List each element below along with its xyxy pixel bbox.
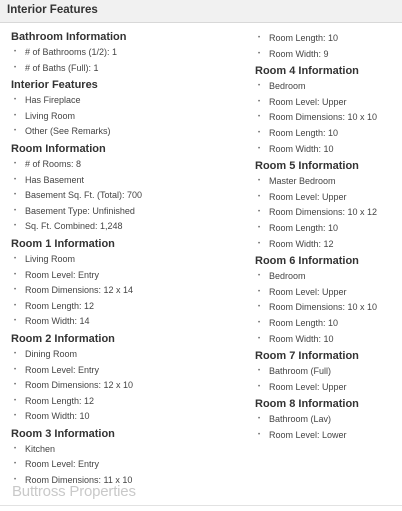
list-item: • Room Dimensions: 12 x 14	[11, 283, 246, 299]
list-item: • Room Width: 12	[255, 237, 400, 253]
list-item: • Room Level: Upper	[255, 285, 400, 301]
room-1-information-section	[11, 237, 246, 330]
right-column	[255, 31, 400, 445]
list-item: • Bedroom	[255, 79, 400, 95]
list-item: • Room Level: Entry	[11, 457, 246, 473]
bathroom-information-section	[11, 30, 246, 76]
list-item: • Room Length: 10	[255, 126, 400, 142]
list-item: • Room Length: 12	[11, 394, 246, 410]
room-information-section	[11, 142, 246, 235]
section-title: Room 7 Information	[255, 350, 359, 363]
feature-list	[255, 79, 400, 157]
room-8-information-section	[255, 397, 400, 443]
list-item: • Room Length: 10	[255, 221, 400, 237]
feature-list	[11, 93, 246, 140]
list-item: • Room Dimensions: 12 x 10	[11, 378, 246, 394]
list-item: • Bathroom (Full)	[255, 364, 400, 380]
list-item: • Bedroom	[255, 269, 400, 285]
room-2-information-section	[11, 332, 246, 425]
list-item: • Living Room	[11, 252, 246, 268]
list-item: • Master Bedroom	[255, 174, 400, 190]
list-item: • Room Dimensions: 10 x 12	[255, 205, 400, 221]
list-item: • Other (See Remarks)	[11, 124, 246, 140]
list-item: • Room Width: 10	[255, 332, 400, 348]
list-item: • Bathroom (Lav)	[255, 412, 400, 428]
list-item: • Room Width: 10	[255, 142, 400, 158]
section-header	[0, 0, 402, 23]
list-item: • Room Length: 10	[255, 316, 400, 332]
section-title: Interior Features	[11, 79, 98, 92]
list-item: • Room Level: Lower	[255, 428, 400, 444]
list-item: • Room Level: Entry	[11, 363, 246, 379]
divider	[0, 505, 402, 506]
list-item: • Room Width: 10	[11, 409, 246, 425]
watermark: Buttross Properties	[12, 483, 136, 500]
section-title: Room 5 Information	[255, 160, 359, 173]
list-item: • Room Length: 12	[11, 299, 246, 315]
list-item: • Sq. Ft. Combined: 1,248	[11, 219, 246, 235]
list-item: • # of Rooms: 8	[11, 157, 246, 173]
section-title: Room 8 Information	[255, 398, 359, 411]
feature-list	[11, 442, 246, 489]
list-item: • Room Level: Entry	[11, 268, 246, 284]
list-item: • Room Dimensions: 10 x 10	[255, 110, 400, 126]
continued-section	[255, 31, 400, 62]
list-item: • Basement Type: Unfinished	[11, 204, 246, 220]
feature-list	[255, 174, 400, 252]
section-title: Room 1 Information	[11, 237, 115, 250]
section-title: Room 3 Information	[11, 427, 115, 440]
section-title: Room 2 Information	[11, 332, 115, 345]
list-item: • Living Room	[11, 109, 246, 125]
section-title: Room 6 Information	[255, 255, 359, 268]
list-item: • Basement Sq. Ft. (Total): 700	[11, 188, 246, 204]
list-item: • Room Level: Upper	[255, 190, 400, 206]
list-item: • Room Level: Upper	[255, 95, 400, 111]
feature-list	[11, 157, 246, 235]
feature-list	[11, 252, 246, 330]
list-item: • # of Bathrooms (1/2): 1	[11, 45, 246, 61]
list-item: • Room Width: 9	[255, 47, 400, 63]
room-5-information-section	[255, 159, 400, 252]
feature-list	[255, 269, 400, 347]
list-item: • Has Basement	[11, 173, 246, 189]
list-item: • Dining Room	[11, 347, 246, 363]
feature-list	[11, 347, 246, 425]
room-3-information-section	[11, 427, 246, 489]
list-item: • Has Fireplace	[11, 93, 246, 109]
list-item: • Room Length: 10	[255, 31, 400, 47]
list-item: • Room Dimensions: 10 x 10	[255, 300, 400, 316]
room-4-information-section	[255, 64, 400, 157]
section-title: Room 4 Information	[255, 65, 359, 78]
feature-list	[255, 412, 400, 443]
left-column	[11, 29, 246, 491]
feature-list	[255, 31, 400, 62]
section-header-title: Interior Features	[7, 4, 98, 16]
feature-list	[11, 45, 246, 76]
room-6-information-section	[255, 254, 400, 347]
list-item: • Room Level: Upper	[255, 380, 400, 396]
interior-features-section	[11, 78, 246, 140]
list-item: • Room Width: 14	[11, 314, 246, 330]
feature-list	[255, 364, 400, 395]
list-item: • # of Baths (Full): 1	[11, 61, 246, 77]
room-7-information-section	[255, 349, 400, 395]
list-item: • Room Dimensions: 11 x 10	[11, 473, 246, 489]
section-title: Bathroom Information	[11, 31, 127, 43]
section-title: Room Information	[11, 142, 106, 155]
list-item: • Kitchen	[11, 442, 246, 458]
